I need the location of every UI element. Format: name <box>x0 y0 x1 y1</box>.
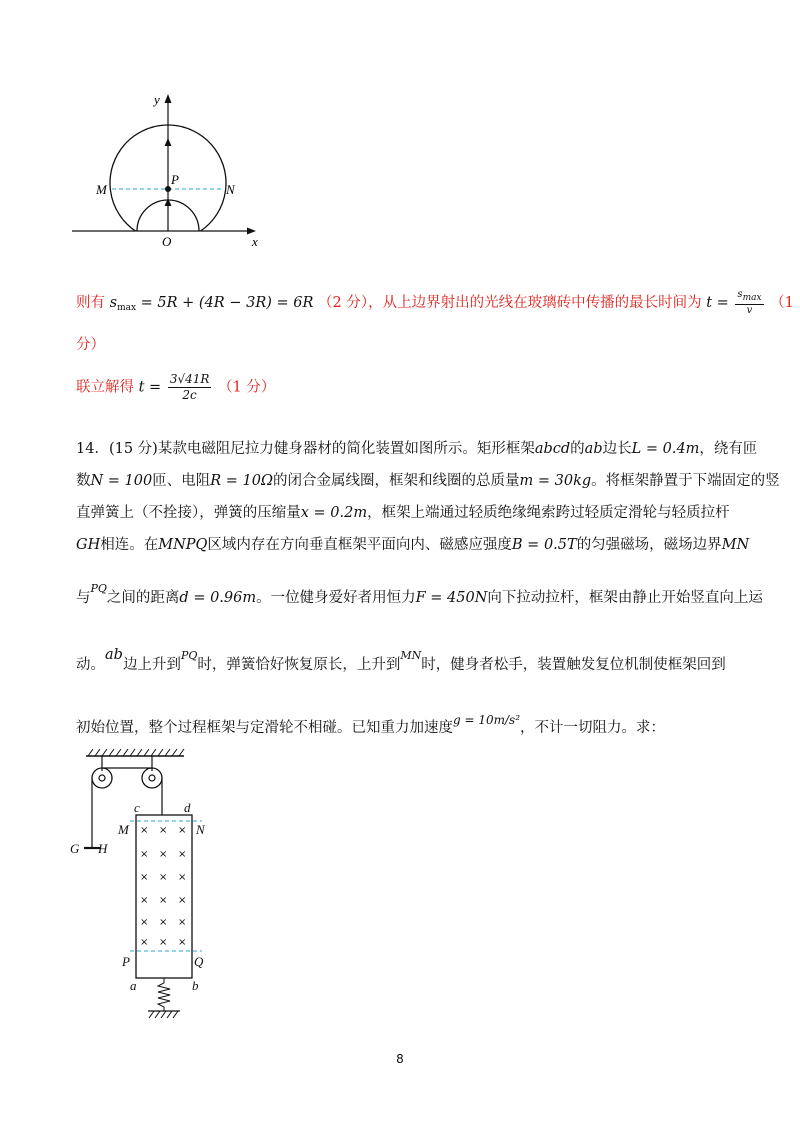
fraction-smax-v: $\frac{smax}{v}$ <box>737 289 762 316</box>
axis-y-label: y <box>154 92 160 107</box>
field-mark: × <box>159 872 168 883</box>
solution-line-1: 则有 $s_{max} = 5R + (4R - 3R) = 6R$ （2 分），从上边界射出的光线在玻璃砖中传播的最长时间为 t = $\frac{smax}{v}$ （1 <box>76 289 794 316</box>
field-mark: × <box>178 825 187 836</box>
field-mark: × <box>178 849 187 860</box>
figure-glass-brick <box>60 86 280 256</box>
point-m-label: M <box>96 182 107 197</box>
boundary-n-label: N <box>196 822 205 837</box>
field-mark: × <box>140 872 149 883</box>
fraction-result: $\frac{3√41R}{2c}$ <box>169 372 210 402</box>
handle-h-label: H <box>98 841 108 856</box>
axis-x-label: x <box>252 234 258 249</box>
field-mark: × <box>178 872 187 883</box>
field-mark: × <box>159 937 168 948</box>
field-mark: × <box>178 937 187 948</box>
solution-line-3: 联立解得 t = $\frac{3√41R}{2c}$ （1 分） <box>76 372 276 402</box>
problem-line-3: 直弹簧上（不拴接），弹簧的压缩量x = 0.2m，框架上端通过轻质绝缘绳索跨过轻质定滑轮与轻质拉杆 <box>76 505 730 521</box>
boundary-q-label: Q <box>194 954 204 969</box>
corner-c-label: c <box>134 800 140 815</box>
problem-line-2: 数N = 100匝、电阻R = 10Ω的闭合金属线圈，框架和线圈的总质量m = 30kg。将框架静置于下端固定的竖 <box>76 473 780 489</box>
field-mark: × <box>159 849 168 860</box>
field-mark: × <box>159 825 168 836</box>
problem-line-1: 14．(15 分)某款电磁阻尼拉力健身器材的简化装置如图所示。矩形框架abcd的ab边长L = 0.4m，绕有匝 <box>76 441 758 457</box>
field-mark: × <box>178 895 187 906</box>
field-mark: × <box>140 937 149 948</box>
field-mark: × <box>140 825 149 836</box>
corner-b-label: b <box>192 978 199 993</box>
origin-label: O <box>162 234 172 249</box>
point-p-label: P <box>171 172 179 187</box>
field-mark: × <box>159 895 168 906</box>
field-mark: × <box>159 917 168 928</box>
problem-line-4: GH相连。在MNPQ区域内存在方向垂直框架平面向内、磁感应强度B = 0.5T的匀强磁场，磁场边界MN <box>76 537 750 553</box>
boundary-p-label: P <box>122 954 130 969</box>
problem-line-6: 动。ab边上升到$^{PQ}$时，弹簧恰好恢复原长，上升到$^{MN}$时，健身者松手，装置触发复位机制使框架回到 <box>76 647 726 673</box>
boundary-m-label: M <box>118 822 129 837</box>
page-number: 8 <box>396 1052 404 1066</box>
point-n-label: N <box>226 182 235 197</box>
figure-fitness-device <box>60 745 230 1025</box>
field-mark: × <box>178 917 187 928</box>
field-mark: × <box>140 849 149 860</box>
corner-d-label: d <box>184 800 191 815</box>
solution-line-2: 分） <box>76 337 105 353</box>
field-mark: × <box>140 895 149 906</box>
corner-a-label: a <box>130 978 137 993</box>
handle-g-label: G <box>70 841 80 856</box>
problem-line-5: 与$^{PQ}$之间的距离d = 0.96m。一位健身爱好者用恒力F = 450N向下拉动拉杆，框架由静止开始竖直向上运 <box>76 582 763 606</box>
field-mark: × <box>140 917 149 928</box>
problem-line-7: 初始位置，整个过程框架与定滑轮不相碰。已知重力加速度$^{g = 10m/s^2}$，不计一切阻力。求： <box>76 713 666 736</box>
